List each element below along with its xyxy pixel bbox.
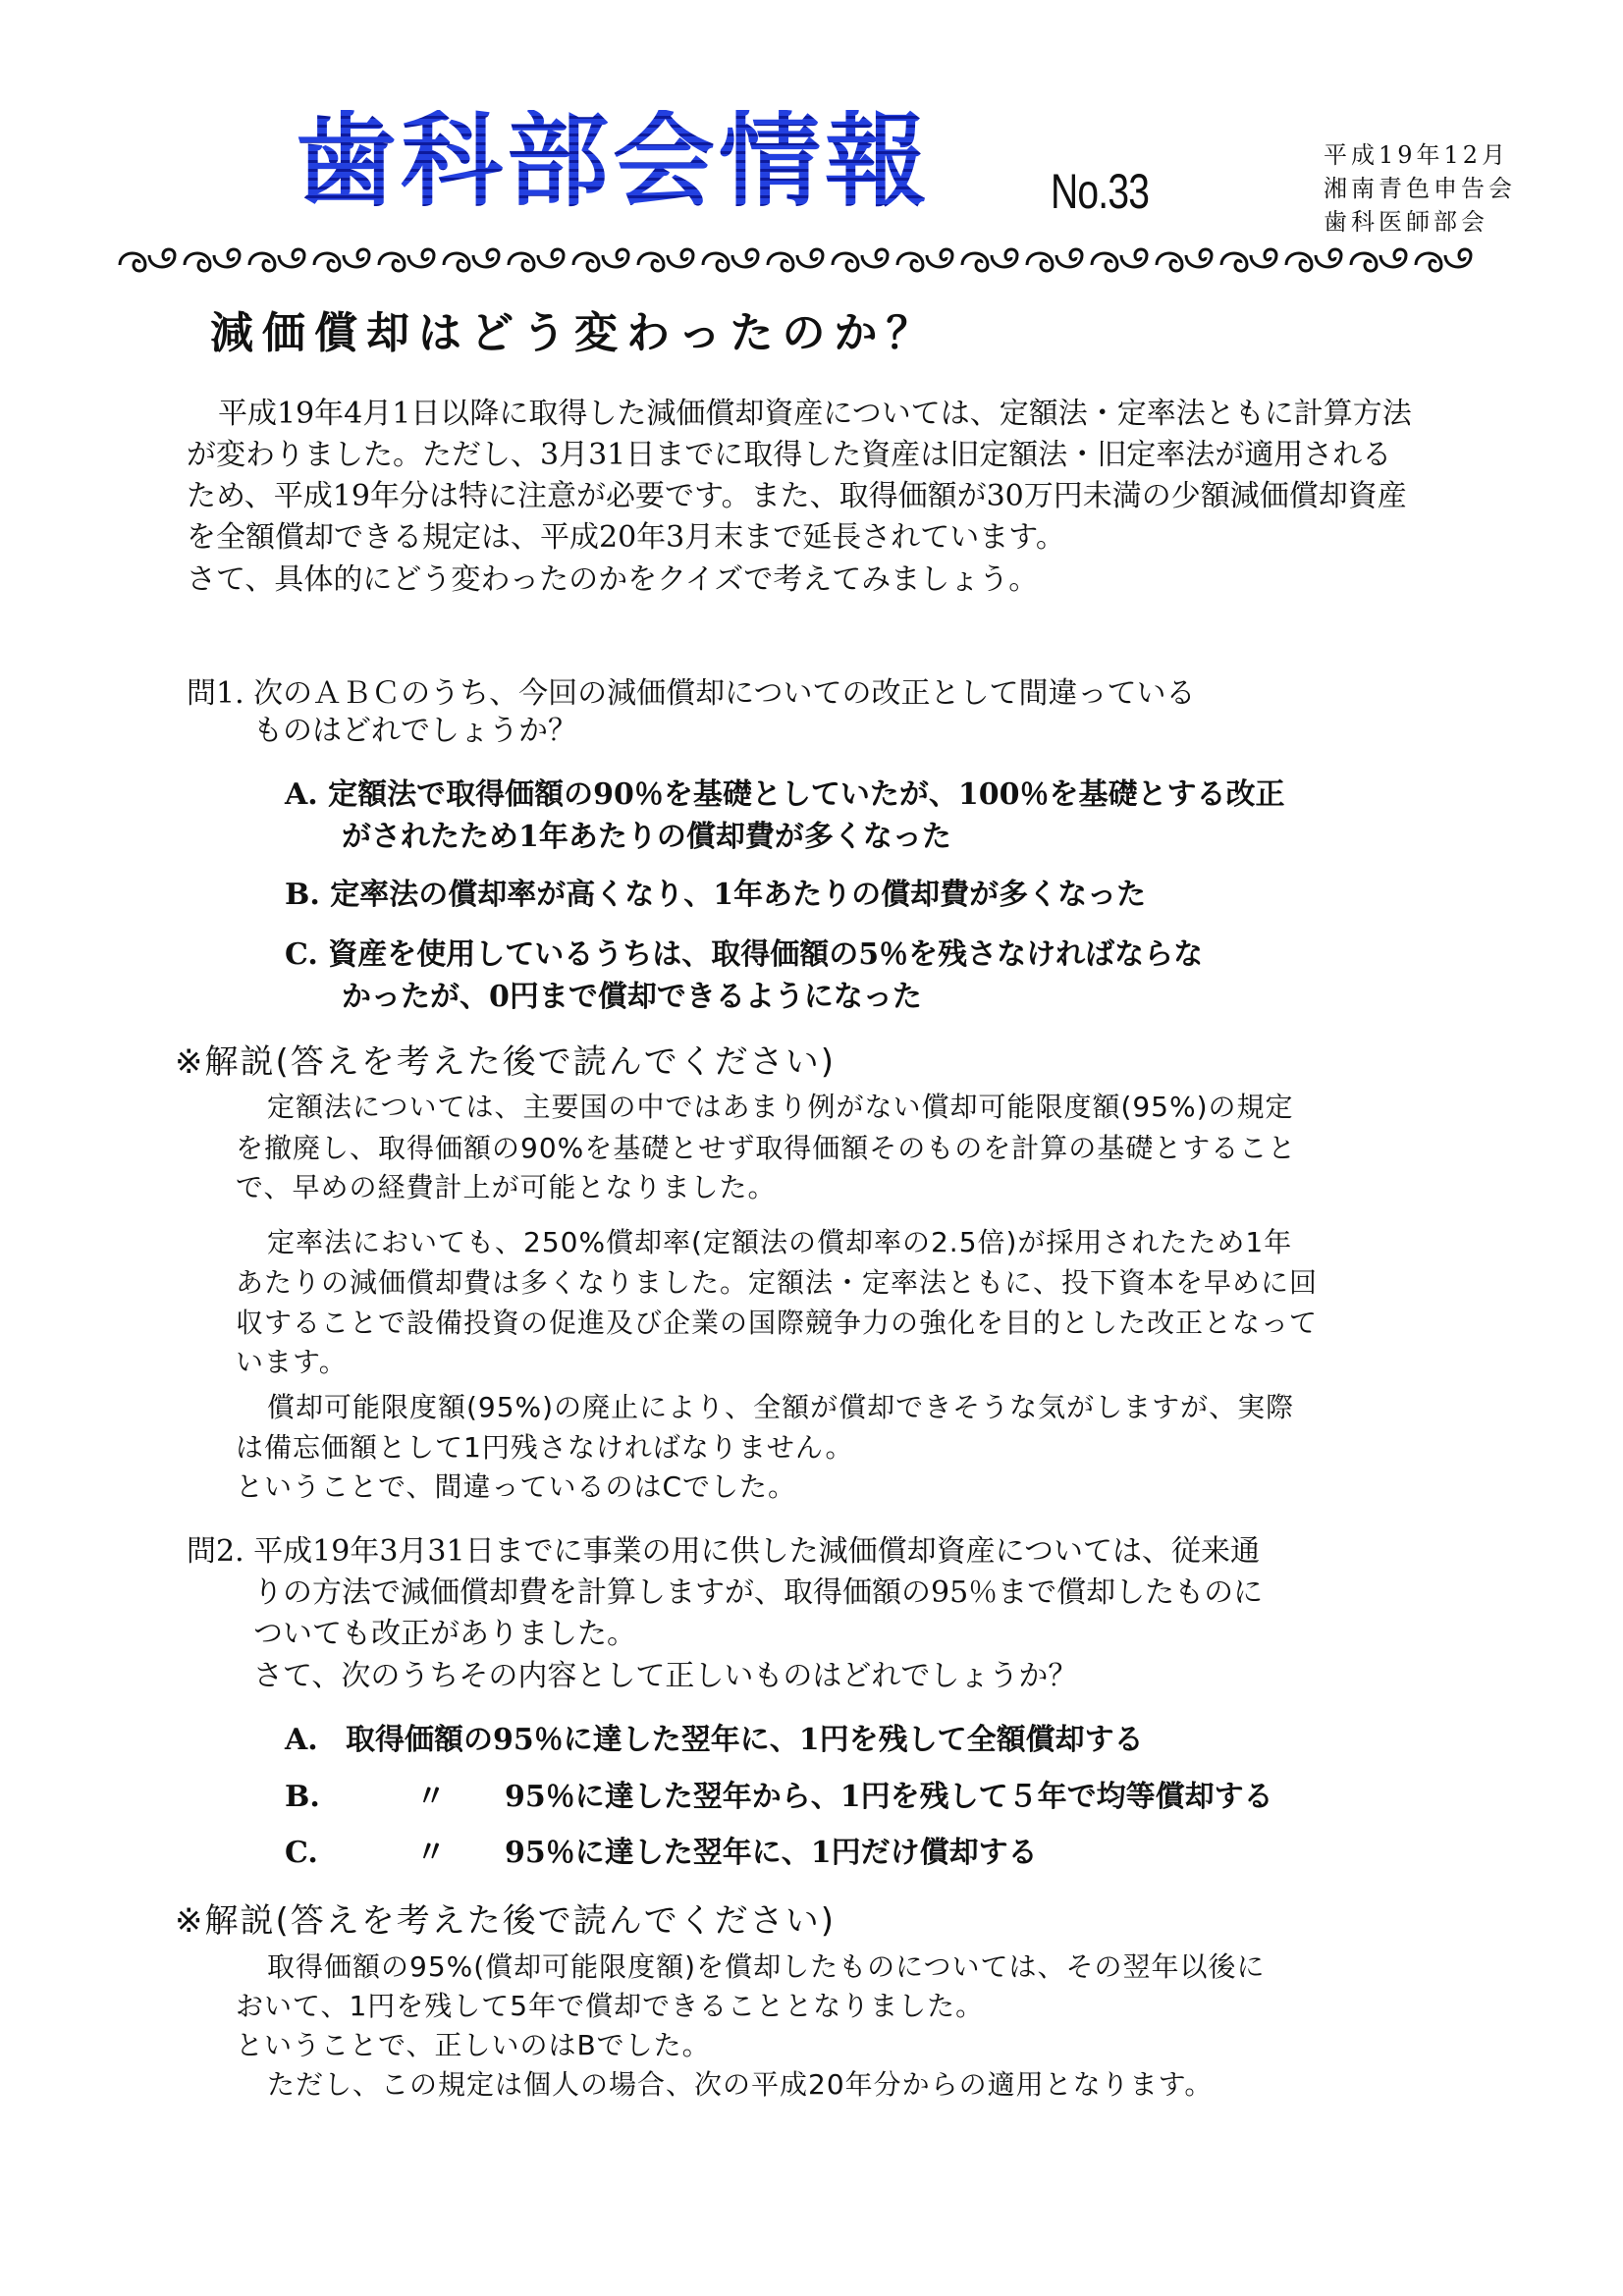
q1-explanation-line: ということで、間違っているのはCでした。: [236, 1470, 796, 1503]
q2-explanation-title: ※解説(答えを考えた後で読んでください): [175, 1901, 837, 1941]
q1-explanation-line: を撤廃し、取得価額の90%を基礎とせず取得価額そのものを計算の基礎とすること: [236, 1132, 1297, 1164]
q2-explanation-line: ただし、この規定は個人の場合、次の平成20年分からの適用となります。: [267, 2068, 1214, 2101]
q1-option-c: かったが、0円まで償却できるようになった: [342, 980, 922, 1014]
q1-explanation-line: は備忘価額として1円残さなければなりません。: [236, 1431, 854, 1464]
issue-date: 平成19年12月: [1324, 141, 1510, 169]
question-1-text: ものはどれでしょうか？: [253, 714, 577, 748]
q2-option-b: 95％に達した翌年から、1円を残して５年で均等償却する: [505, 1780, 1273, 1814]
intro-line: 平成19年4月1日以降に取得した減価償却資産については、定額法・定率法ともに計算方法: [218, 397, 1412, 431]
intro-line: が変わりました。ただし、3月31日までに取得した資産は旧定額法・旧定率法が適用される: [187, 438, 1392, 472]
intro-line: ため、平成19年分は特に注意が必要です。また、取得価額が30万円未満の少額減価償却資産: [187, 479, 1407, 513]
q1-explanation-line: 定率法においても、250%償却率(定額法の償却率の2.5倍)が採用されたため1年: [267, 1226, 1293, 1258]
q1-option-a: A. 定額法で取得価額の90％を基礎としていたが、100％を基礎とする改正: [285, 777, 1285, 812]
q1-option-c: C. 資産を使用しているうちは、取得価額の5％を残さなければならな: [285, 937, 1204, 972]
department-name: 歯科医師部会: [1324, 208, 1488, 236]
q1-option-b: B. 定率法の償却率が高くなり、1年あたりの償却費が多くなった: [285, 878, 1147, 912]
question-2-text: 問2. 平成19年3月31日までに事業の用に供した減価償却資産については、従来通: [187, 1534, 1260, 1569]
q1-explanation-line: あたりの減価償却費は多くなりました。定額法・定率法ともに、投下資本を早めに回: [236, 1266, 1319, 1299]
q1-explanation-line: で、早めの経費計上が可能となりました。: [236, 1171, 777, 1203]
ditto-mark: 〃: [416, 1780, 446, 1814]
question-2-text: さて、次のうちその内容として正しいものはどれでしょうか？: [253, 1659, 1078, 1693]
q2-explanation-line: おいて、1円を残して5年で償却できることとなりました。: [236, 1990, 985, 2022]
intro-line: さて、具体的にどう変わったのかをクイズで考えてみましょう。: [187, 562, 1039, 597]
q2-option-b-letter: B.: [285, 1780, 320, 1814]
ditto-mark: 〃: [416, 1836, 446, 1870]
q1-explanation-line: 償却可能限度額(95%)の廃止により、全額が償却できそうな気がしますが、実際: [267, 1391, 1295, 1423]
issue-number: No.33: [1051, 164, 1150, 219]
q2-option-c: 95％に達した翌年に、1円だけ償却する: [505, 1836, 1038, 1870]
q1-explanation-line: います。: [236, 1346, 348, 1378]
question-1-text: 問1. 次のＡＢＣのうち、今回の減価償却についての改正として間違っている: [187, 676, 1196, 711]
q1-explanation-title: ※解説(答えを考えた後で読んでください): [175, 1042, 837, 1082]
q1-explanation-line: 定額法については、主要国の中ではあまり例がない償却可能限度額(95%)の規定: [267, 1091, 1294, 1123]
q2-option-a-letter: A.: [285, 1723, 318, 1757]
q2-option-a: 取得価額の95％に達した翌年に、1円を残して全額償却する: [346, 1723, 1144, 1757]
question-2-text: ついても改正がありました。: [253, 1617, 636, 1651]
q2-explanation-line: 取得価額の95%(償却可能限度額)を償却したものについては、その翌年以後に: [267, 1950, 1266, 1983]
q2-option-c-letter: C.: [285, 1836, 318, 1870]
newsletter-title: 歯科部会情報: [295, 101, 932, 221]
question-2-text: りの方法で減価償却費を計算しますが、取得価額の95％まで償却したものに: [253, 1575, 1264, 1610]
decorative-divider: [116, 243, 1510, 277]
q1-option-a: がされたため1年あたりの償却費が多くなった: [342, 820, 951, 854]
intro-line: を全額償却できる規定は、平成20年3月末まで延長されています。: [187, 520, 1065, 555]
article-heading: 減価償却はどう変わったのか？: [210, 308, 939, 358]
q2-explanation-line: ということで、正しいのはBでした。: [236, 2029, 711, 2061]
q1-explanation-line: 収することで設備投資の促進及び企業の国際競争力の強化を目的とした改正となって: [236, 1307, 1319, 1339]
organization-name: 湘南青色申告会: [1324, 175, 1516, 202]
